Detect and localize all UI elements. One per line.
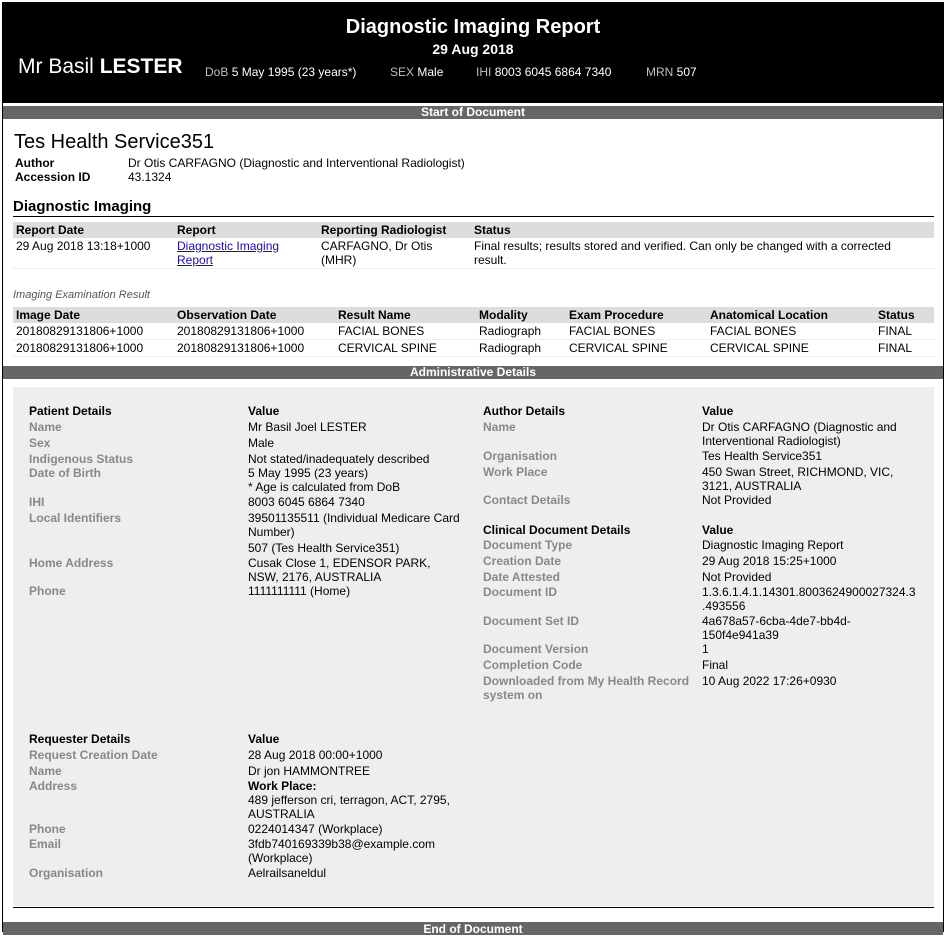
value-header: Value bbox=[702, 404, 734, 418]
value-header: Value bbox=[248, 732, 280, 746]
value: Number) bbox=[248, 525, 295, 539]
cell: Radiograph bbox=[476, 323, 566, 340]
value: Tes Health Service351 bbox=[702, 449, 823, 463]
label: Date of Birth bbox=[29, 466, 101, 480]
label: Email bbox=[29, 837, 62, 851]
table-row bbox=[13, 323, 934, 340]
value: AUSTRALIA bbox=[248, 807, 315, 821]
value: 489 jefferson cri, terragon, ACT, 2795, bbox=[248, 793, 450, 807]
label: Address bbox=[29, 779, 78, 793]
section-title: Diagnostic Imaging bbox=[13, 198, 152, 215]
patient-name: Mr Basil LESTER bbox=[18, 55, 183, 78]
col-report: Report bbox=[174, 222, 318, 238]
col-observation-date: Observation Date bbox=[174, 307, 335, 323]
ihi-field: IHI 8003 6045 6864 7340 bbox=[476, 65, 612, 79]
patient-details bbox=[29, 404, 469, 734]
cell: 20180829131806+1000 bbox=[13, 340, 174, 357]
label: Organisation bbox=[483, 449, 558, 463]
mrn-field: MRN 507 bbox=[646, 65, 697, 79]
author-details bbox=[483, 404, 933, 714]
value: 150f4e941a39 bbox=[702, 628, 779, 642]
radiologist-cell: CARFAGNO, Dr Otis (MHR) bbox=[318, 238, 471, 269]
cell: CERVICAL SPINE bbox=[566, 340, 707, 357]
label: Request Creation Date bbox=[29, 748, 158, 762]
value: 0224014347 (Workplace) bbox=[248, 822, 383, 836]
col-result-name: Result Name bbox=[335, 307, 476, 323]
report-table bbox=[13, 222, 934, 269]
end-of-document-bar: End of Document bbox=[3, 922, 943, 935]
label: Contact Details bbox=[483, 493, 571, 507]
value: 1.3.6.1.4.1.14301.8003624900027324.3 bbox=[702, 585, 916, 599]
bottom-divider bbox=[13, 907, 934, 908]
label: Date Attested bbox=[483, 570, 560, 584]
col-radiologist: Reporting Radiologist bbox=[318, 222, 471, 238]
label: Phone bbox=[29, 584, 66, 598]
label: Document Type bbox=[483, 538, 573, 552]
author-line: Author Dr Otis CARFAGNO (Diagnostic and Interventional Radiologist) bbox=[15, 156, 465, 170]
col-exam-procedure: Exam Procedure bbox=[566, 307, 707, 323]
value: 507 (Tes Health Service351) bbox=[248, 541, 400, 555]
value: 29 Aug 2018 15:25+1000 bbox=[702, 554, 837, 568]
value: Not stated/inadequately described bbox=[248, 452, 430, 466]
value: Not Provided bbox=[702, 570, 772, 584]
value-header: Value bbox=[248, 404, 280, 418]
report-date: 29 Aug 2018 bbox=[432, 41, 514, 57]
organisation-title: Tes Health Service351 bbox=[14, 131, 215, 153]
clinical-document-details-header: Clinical Document Details bbox=[483, 523, 631, 537]
label: Name bbox=[29, 764, 62, 778]
label: Local Identifiers bbox=[29, 511, 122, 525]
label: system on bbox=[483, 688, 543, 702]
value: 4a678a57-6cba-4de7-bb4d- bbox=[702, 614, 851, 628]
label: Document Version bbox=[483, 642, 589, 656]
cell: FACIAL BONES bbox=[566, 323, 707, 340]
col-modality: Modality bbox=[476, 307, 566, 323]
administrative-details-bar: Administrative Details bbox=[3, 366, 943, 379]
value: Dr jon HAMMONTREE bbox=[248, 764, 371, 778]
cell: FACIAL BONES bbox=[707, 323, 875, 340]
value: 39501135511 (Individual Medicare Card bbox=[248, 511, 460, 525]
col-image-date: Image Date bbox=[13, 307, 174, 323]
value: NSW, 2176, AUSTRALIA bbox=[248, 570, 382, 584]
label: Name bbox=[29, 420, 62, 434]
value: 1 bbox=[702, 642, 709, 656]
section-divider bbox=[13, 216, 934, 217]
label: Downloaded from My Health Record bbox=[483, 674, 690, 688]
cell: FINAL bbox=[875, 340, 934, 357]
report-header bbox=[3, 3, 943, 103]
table-header-row bbox=[13, 307, 934, 323]
patient-details-header: Patient Details bbox=[29, 404, 112, 418]
cell: 20180829131806+1000 bbox=[174, 340, 335, 357]
value: 8003 6045 6864 7340 bbox=[248, 495, 365, 509]
value: Not Provided bbox=[702, 493, 772, 507]
label: Organisation bbox=[29, 866, 104, 880]
value: * Age is calculated from DoB bbox=[248, 480, 401, 494]
value: 3121, AUSTRALIA bbox=[702, 479, 802, 493]
cell: 20180829131806+1000 bbox=[13, 323, 174, 340]
label: Document ID bbox=[483, 585, 558, 599]
label: Name bbox=[483, 420, 516, 434]
cell: Radiograph bbox=[476, 340, 566, 357]
requester-details-header: Requester Details bbox=[29, 732, 131, 746]
value: Cusak Close 1, EDENSOR PARK, bbox=[248, 556, 431, 570]
label: Completion Code bbox=[483, 658, 583, 672]
cell: FACIAL BONES bbox=[335, 323, 476, 340]
sex-field: SEX Male bbox=[390, 65, 444, 79]
administrative-details-panel bbox=[13, 387, 934, 906]
author-details-header: Author Details bbox=[483, 404, 566, 418]
status-cell: Final results; results stored and verified. Can only be changed with a corrected result. bbox=[471, 238, 934, 269]
value: 5 May 1995 (23 years) bbox=[248, 466, 369, 480]
accession-line: Accession ID 43.1324 bbox=[15, 170, 172, 184]
exam-subtitle: Imaging Examination Result bbox=[13, 289, 150, 301]
report-date-cell: 29 Aug 2018 13:18+1000 bbox=[13, 238, 174, 269]
cell: CERVICAL SPINE bbox=[707, 340, 875, 357]
value: Work Place: bbox=[248, 779, 317, 793]
label: Home Address bbox=[29, 556, 114, 570]
value: 10 Aug 2022 17:26+0930 bbox=[702, 674, 837, 688]
value: .493556 bbox=[702, 599, 746, 613]
value: 1111111111 (Home) bbox=[248, 584, 351, 598]
label: Sex bbox=[29, 436, 51, 450]
label: IHI bbox=[29, 495, 45, 509]
cell: 20180829131806+1000 bbox=[174, 323, 335, 340]
label: Document Set ID bbox=[483, 614, 580, 628]
value: Aelrailsaneldul bbox=[248, 866, 327, 880]
label: Work Place bbox=[483, 465, 548, 479]
label: Indigenous Status bbox=[29, 452, 134, 466]
value: Male bbox=[248, 436, 275, 450]
value: Diagnostic Imaging Report bbox=[702, 538, 844, 552]
value: Mr Basil Joel LESTER bbox=[248, 420, 367, 434]
exam-table bbox=[13, 307, 934, 357]
label: Phone bbox=[29, 822, 66, 836]
dob-field: DoB 5 May 1995 (23 years*) bbox=[205, 65, 357, 79]
col-exam-status: Status bbox=[875, 307, 934, 323]
label: Creation Date bbox=[483, 554, 562, 568]
col-anatomical-location: Anatomical Location bbox=[707, 307, 875, 323]
cell: FINAL bbox=[875, 323, 934, 340]
report-title: Diagnostic Imaging Report bbox=[345, 16, 601, 38]
value: 450 Swan Street, RICHMOND, VIC, bbox=[702, 465, 894, 479]
value: Interventional Radiologist) bbox=[702, 434, 841, 448]
value-header: Value bbox=[702, 523, 734, 537]
value: (Workplace) bbox=[248, 851, 313, 865]
col-status: Status bbox=[471, 222, 934, 238]
value: 3fdb740169339b38@example.com bbox=[248, 837, 435, 851]
requester-details bbox=[29, 732, 469, 892]
cell: CERVICAL SPINE bbox=[335, 340, 476, 357]
col-report-date: Report Date bbox=[13, 222, 174, 238]
table-header-row bbox=[13, 222, 934, 238]
report-link-cell bbox=[174, 238, 318, 269]
report-link[interactable]: Diagnostic Imaging Report bbox=[177, 239, 280, 267]
start-of-document-bar: Start of Document bbox=[3, 106, 943, 119]
table-row bbox=[13, 238, 934, 269]
table-row bbox=[13, 340, 934, 357]
value: Dr Otis CARFAGNO (Diagnostic and bbox=[702, 420, 897, 434]
value: Final bbox=[702, 658, 729, 672]
value: 28 Aug 2018 00:00+1000 bbox=[248, 748, 383, 762]
